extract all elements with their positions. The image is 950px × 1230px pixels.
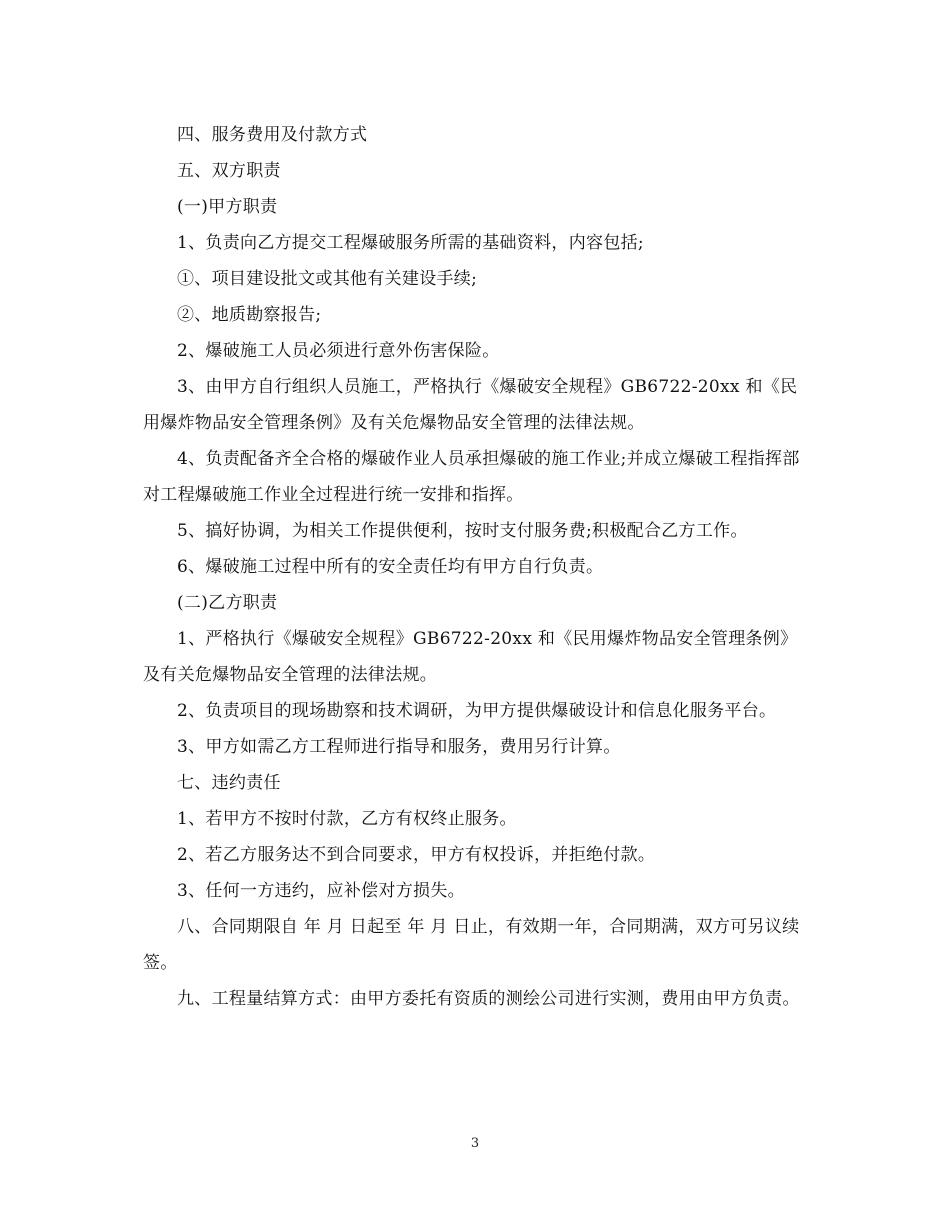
- paragraph: 1、负责向乙方提交工程爆破服务所需的基础资料，内容包括;: [177, 233, 644, 253]
- paragraph: 2、负责项目的现场勘察和技术调研，为甲方提供爆破设计和信息化服务平台。: [177, 701, 777, 721]
- section-heading-breach: 七、违约责任: [177, 773, 281, 793]
- paragraph: ②、地质勘察报告;: [177, 305, 322, 325]
- paragraph: 1、严格执行《爆破安全规程》GB6722-20xx 和《民用爆炸物品安全管理条例》及有关危爆物品安全管理的法律法规。: [143, 629, 798, 685]
- paragraph: 3、由甲方自行组织人员施工，严格执行《爆破安全规程》GB6722-20xx 和《民用爆炸物品安全管理条例》及有关危爆物品安全管理的法律法规。: [143, 377, 798, 433]
- section-heading-term: 八、合同期限自 年 月 日起至 年 月 日止，有效期一年，合同期满，双方可另议续签。: [143, 917, 800, 973]
- paragraph: 3、任何一方违约，应补偿对方损失。: [177, 881, 465, 901]
- subheading-party-b: (二)乙方职责: [177, 593, 278, 613]
- section-heading-fees: 四、服务费用及付款方式: [177, 125, 368, 145]
- page-number: 3: [470, 1136, 480, 1151]
- paragraph: 2、若乙方服务达不到合同要求，甲方有权投诉，并拒绝付款。: [177, 845, 656, 865]
- paragraph: 5、搞好协调，为相关工作提供便利，按时支付服务费;积极配合乙方工作。: [177, 521, 748, 541]
- paragraph: 6、爆破施工过程中所有的安全责任均有甲方自行负责。: [177, 557, 604, 577]
- section-heading-settlement: 九、工程量结算方式：由甲方委托有资质的测绘公司进行实测，费用由甲方负责。: [177, 989, 800, 1009]
- section-heading-duties: 五、双方职责: [177, 161, 281, 181]
- paragraph: 4、负责配备齐全合格的爆破作业人员承担爆破的施工作业;并成立爆破工程指挥部对工程爆破施工作业全过程进行统一安排和指挥。: [143, 449, 800, 505]
- paragraph: 3、甲方如需乙方工程师进行指导和服务，费用另行计算。: [177, 737, 621, 757]
- document-body: [143, 117, 805, 1017]
- paragraph: 1、若甲方不按时付款，乙方有权终止服务。: [177, 809, 517, 829]
- subheading-party-a: (一)甲方职责: [177, 197, 278, 217]
- paragraph: ①、项目建设批文或其他有关建设手续;: [177, 269, 478, 289]
- paragraph: 2、爆破施工人员必须进行意外伤害保险。: [177, 341, 500, 361]
